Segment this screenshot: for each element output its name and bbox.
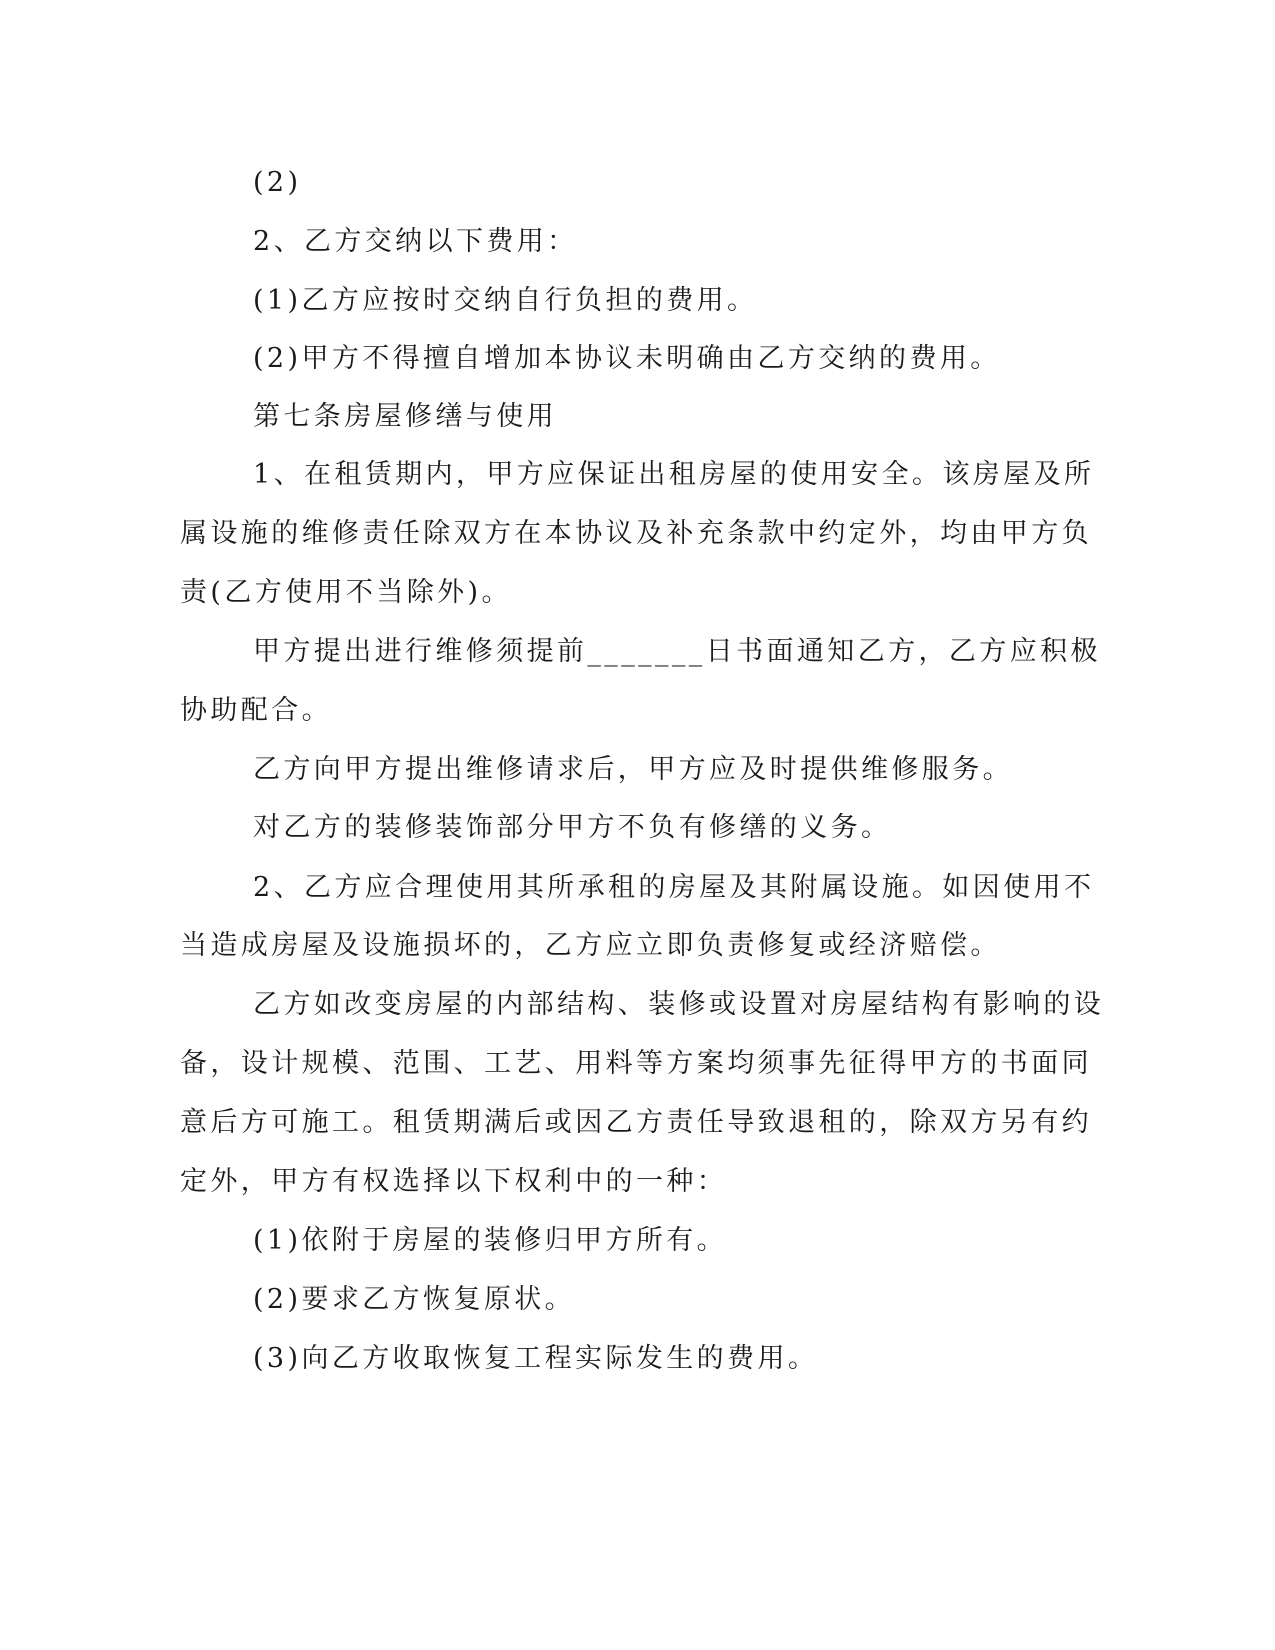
list-item: (3)向乙方收取恢复工程实际发生的费用。 — [253, 1343, 819, 1374]
paragraph-line: 协助配合。 — [180, 695, 332, 726]
paragraph-line: 备，设计规模、范围、工艺、用料等方案均须事先征得甲方的书面同 — [180, 1048, 1092, 1079]
paragraph-line: (2)甲方不得擅自增加本协议未明确由乙方交纳的费用。 — [253, 343, 1001, 374]
paragraph-line: 对乙方的装修装饰部分甲方不负有修缮的义务。 — [253, 812, 892, 843]
paragraph-line: 2、乙方交纳以下费用： — [253, 226, 578, 257]
paragraph-line: (2) — [253, 167, 302, 198]
paragraph-line: (1)乙方应按时交纳自行负担的费用。 — [253, 285, 758, 316]
list-item: (2)要求乙方恢复原状。 — [253, 1284, 576, 1315]
paragraph-line: 定外，甲方有权选择以下权利中的一种： — [180, 1166, 728, 1197]
paragraph-line: 属设施的维修责任除双方在本协议及补充条款中约定外，均由甲方负 — [180, 518, 1092, 549]
paragraph-line: 甲方提出进行维修须提前_______日书面通知乙方，乙方应积极 — [253, 636, 1101, 667]
paragraph-line: 1、在租赁期内，甲方应保证出租房屋的使用安全。该房屋及所 — [253, 459, 1095, 490]
paragraph-line: 意后方可施工。租赁期满后或因乙方责任导致退租的，除双方另有约 — [180, 1107, 1092, 1138]
section-heading: 第七条房屋修缮与使用 — [253, 401, 557, 432]
paragraph-line: 乙方如改变房屋的内部结构、装修或设置对房屋结构有影响的设 — [253, 989, 1105, 1020]
paragraph-line: 责(乙方使用不当除外)。 — [180, 577, 512, 608]
paragraph-line: 乙方向甲方提出维修请求后，甲方应及时提供维修服务。 — [253, 754, 1013, 785]
list-item: (1)依附于房屋的装修归甲方所有。 — [253, 1225, 728, 1256]
paragraph-line: 当造成房屋及设施损坏的，乙方应立即负责修复或经济赔偿。 — [180, 930, 1001, 961]
paragraph-line: 2、乙方应合理使用其所承租的房屋及其附属设施。如因使用不 — [253, 872, 1095, 903]
